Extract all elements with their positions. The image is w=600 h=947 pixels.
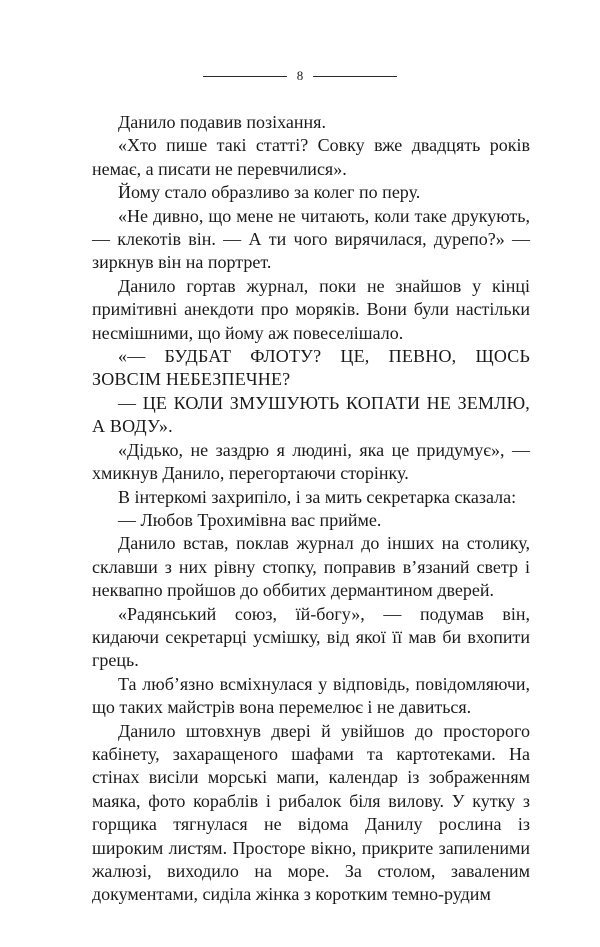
paragraph: В інтеркомі захрипіло, і за мить секретарка сказала:: [118, 486, 517, 507]
page-header: [0, 64, 600, 88]
paragraph: Данило встав, поклав журнал до інших на столику, склавши з них рівну стопку, поправив в’язаний светр і неквапно пройшов до оббитих дермантином дверей.: [92, 533, 530, 601]
paragraph: — Любов Трохимівна вас прийме.: [118, 509, 382, 530]
paragraph: «Не дивно, що мене не читають, коли таке друкують, — клекотів він. — А ти чого вирячилася, дурепо?» — зиркнув він на портрет.: [92, 205, 530, 273]
paragraph: Данило штовхнув двері й увійшов до просторого кабінету, захаращеного шафами та картотеками. На стінах висіли морські мапи, календар із зображенням маяка, фото кораблів і рибалок біля вилову. У кутку з горщика тягнулася не відома Данилу рослина із широким листям. Просторе вікно, прикрите запиленими жалюзі, виходило на море. За столом, заваленим документами, сиділа жінка з коротким темно-рудим: [92, 720, 530, 905]
paragraph: «Дідько, не заздрю я людині, яка це придумує», — хмикнув Данило, перегортаючи сторінку.: [92, 439, 530, 484]
header-rule-left: [203, 76, 287, 77]
header-rule-right: [313, 76, 397, 77]
paragraph: «Хто пише такі статті? Совку вже двадцять років немає, а писати не перевчилися».: [92, 135, 530, 179]
paragraph: «Радянський союз, їй-богу», — подумав він, кидаючи секретарці усмішку, від якої її мав би вхопити грець.: [92, 603, 530, 671]
paragraph: Данило гортав журнал, поки не знайшов у кінці примітивні анекдоти про моряків. Вони були настільки несмішними, що йому аж повеселішало.: [92, 275, 530, 343]
page-number: 8: [296, 68, 304, 83]
paragraph: Йому стало образливо за колег по перу.: [118, 182, 421, 203]
paragraph: Данило подавив позіхання.: [118, 112, 326, 132]
body-text: [92, 111, 530, 907]
paragraph: — ЦЕ КОЛИ ЗМУШУЮТЬ КОПАТИ НЕ ЗЕМЛЮ, А ВОДУ».: [92, 392, 530, 437]
paragraph: «— БУДБАТ ФЛОТУ? ЦЕ, ПЕВНО, ЩОСЬ ЗОВСІМ НЕБЕЗПЕЧНЕ?: [92, 346, 530, 390]
paragraph: Та люб’язно всміхнулася у відповідь, повідомляючи, що таких майстрів вона перемелює і не давиться.: [92, 673, 530, 718]
